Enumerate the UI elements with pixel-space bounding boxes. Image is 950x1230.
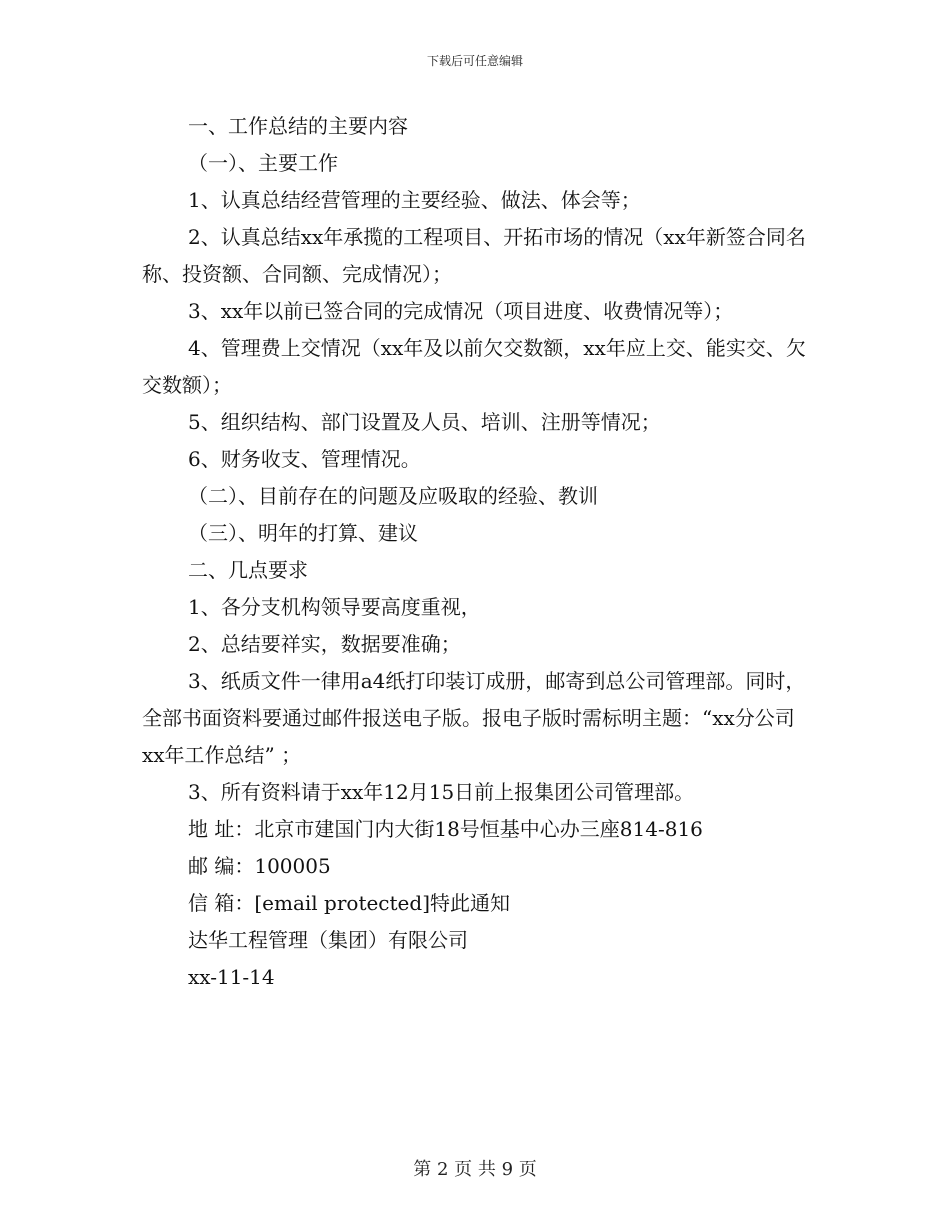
list-item: 1、认真总结经营管理的主要经验、做法、体会等；	[188, 188, 641, 212]
list-item: 3、xx年以前已签合同的完成情况（项目进度、收费情况等）；	[188, 299, 734, 323]
list-item: 4、管理费上交情况（xx年及以前欠交数额，xx年应上交、能实交、欠交数额）；	[142, 336, 806, 397]
subsection-heading-3: （三）、明年的打算、建议	[188, 521, 418, 545]
address-line: 地 址：北京市建国门内大街18号恒基中心办三座814-816	[188, 817, 703, 841]
postcode-line: 邮 编：100005	[188, 854, 331, 878]
section-heading-2: 二、几点要求	[188, 558, 308, 582]
list-item: 1、各分支机构领导要高度重视，	[188, 595, 481, 619]
subsection-heading-1: （一）、主要工作	[188, 151, 338, 175]
list-item: 6、财务收支、管理情况。	[188, 447, 421, 471]
company-name: 达华工程管理（集团）有限公司	[188, 928, 468, 952]
list-item: 5、组织结构、部门设置及人员、培训、注册等情况；	[188, 410, 661, 434]
list-item: 2、总结要祥实，数据要准确；	[188, 632, 461, 656]
subsection-heading-2: （二）、目前存在的问题及应吸取的经验、教训	[188, 484, 598, 508]
list-item: 2、认真总结xx年承揽的工程项目、开拓市场的情况（xx年新签合同名称、投资额、合同额、完成情况）；	[142, 225, 806, 286]
section-heading-1: 一、工作总结的主要内容	[188, 114, 408, 138]
email-line: 信 箱：[email protected]特此通知	[188, 891, 510, 915]
list-item: 3、纸质文件一律用a4纸打印装订成册，邮寄到总公司管理部。同时，全部书面资料要通过邮件报送电子版。报电子版时需标明主题：“xx分公司xx年工作总结” ；	[142, 669, 806, 767]
page-number: 第 2 页 共 9 页	[413, 1159, 537, 1180]
document-date: xx-11-14	[188, 965, 275, 989]
list-item: 3、所有资料请于xx年12月15日前上报集团公司管理部。	[188, 780, 695, 804]
document-body	[142, 108, 807, 996]
header-note: 下载后可任意编辑	[426, 54, 523, 68]
